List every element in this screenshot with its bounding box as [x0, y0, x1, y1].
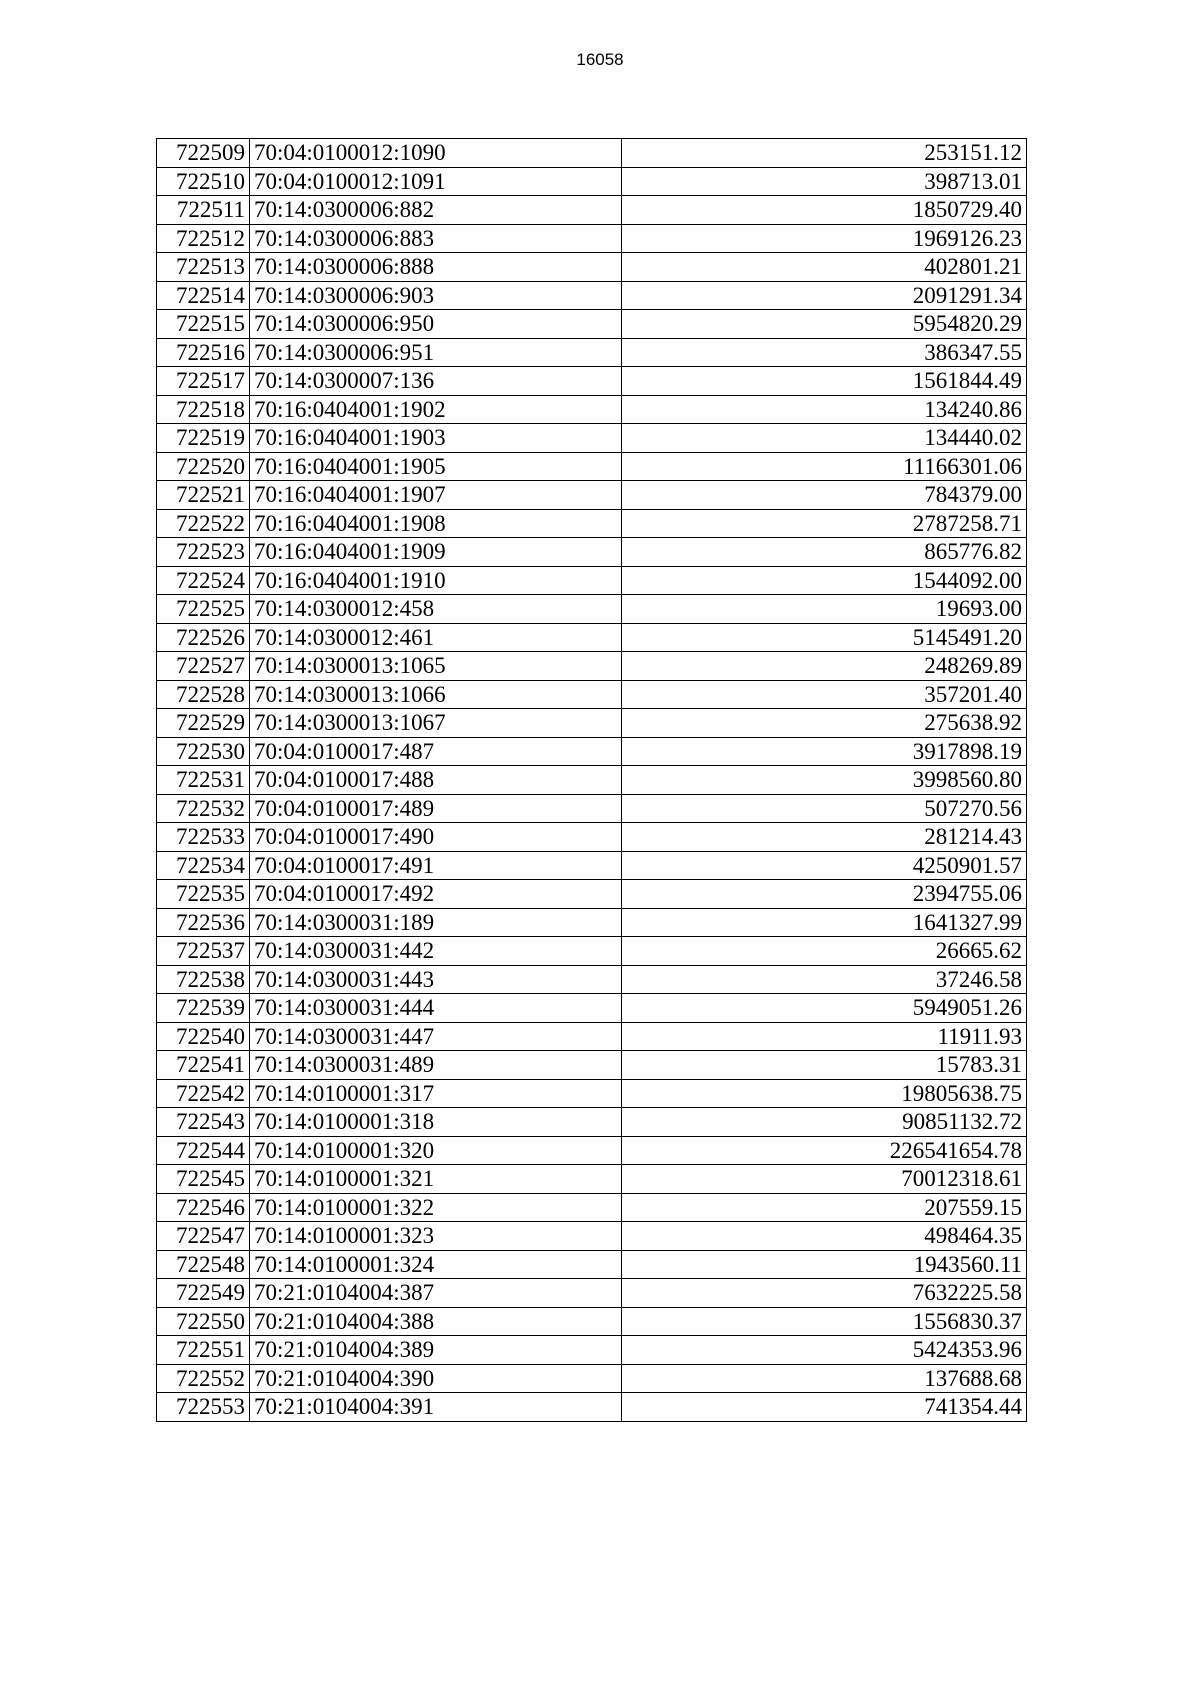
table-row	[157, 281, 1027, 310]
row-number-cell: 722509	[157, 139, 250, 168]
cadastral-number-cell: 70:14:0300031:189	[250, 908, 622, 937]
row-number-cell: 722547	[157, 1222, 250, 1251]
cadastral-number-cell: 70:14:0100001:323	[250, 1222, 622, 1251]
cadastral-number-cell: 70:16:0404001:1907	[250, 481, 622, 510]
table-row	[157, 1165, 1027, 1194]
cadastral-number-cell: 70:14:0300012:461	[250, 623, 622, 652]
table-row	[157, 1108, 1027, 1137]
cadastral-value-cell: 1850729.40	[622, 196, 1027, 225]
cadastral-value-cell: 26665.62	[622, 937, 1027, 966]
cadastral-value-cell: 19805638.75	[622, 1079, 1027, 1108]
table-row	[157, 994, 1027, 1023]
cadastral-number-cell: 70:14:0100001:320	[250, 1136, 622, 1165]
row-number-cell: 722552	[157, 1364, 250, 1393]
table-row	[157, 224, 1027, 253]
row-number-cell: 722512	[157, 224, 250, 253]
table-row	[157, 794, 1027, 823]
table-row	[157, 1193, 1027, 1222]
table-row	[157, 538, 1027, 567]
table-row	[157, 338, 1027, 367]
table-row	[157, 1250, 1027, 1279]
cadastral-value-cell: 3917898.19	[622, 737, 1027, 766]
table-row	[157, 766, 1027, 795]
table-row	[157, 1364, 1027, 1393]
table-row	[157, 595, 1027, 624]
row-number-cell: 722520	[157, 452, 250, 481]
table-row	[157, 880, 1027, 909]
cadastral-value-cell: 134440.02	[622, 424, 1027, 453]
table-row	[157, 1051, 1027, 1080]
table-row	[157, 139, 1027, 168]
cadastral-number-cell: 70:14:0300031:444	[250, 994, 622, 1023]
cadastral-number-cell: 70:04:0100017:489	[250, 794, 622, 823]
table-row	[157, 424, 1027, 453]
row-number-cell: 722539	[157, 994, 250, 1023]
cadastral-value-cell: 784379.00	[622, 481, 1027, 510]
row-number-cell: 722549	[157, 1279, 250, 1308]
row-number-cell: 722523	[157, 538, 250, 567]
cadastral-number-cell: 70:04:0100012:1091	[250, 167, 622, 196]
table-row	[157, 623, 1027, 652]
row-number-cell: 722536	[157, 908, 250, 937]
row-number-cell: 722543	[157, 1108, 250, 1137]
cadastral-number-cell: 70:04:0100017:491	[250, 851, 622, 880]
row-number-cell: 722521	[157, 481, 250, 510]
cadastral-value-cell: 4250901.57	[622, 851, 1027, 880]
table-row	[157, 1336, 1027, 1365]
row-number-cell: 722516	[157, 338, 250, 367]
cadastral-number-cell: 70:14:0100001:318	[250, 1108, 622, 1137]
table-row	[157, 1022, 1027, 1051]
cadastral-value-table	[156, 138, 1027, 1422]
cadastral-number-cell: 70:21:0104004:388	[250, 1307, 622, 1336]
cadastral-value-cell: 5145491.20	[622, 623, 1027, 652]
row-number-cell: 722515	[157, 310, 250, 339]
cadastral-value-cell: 253151.12	[622, 139, 1027, 168]
row-number-cell: 722550	[157, 1307, 250, 1336]
row-number-cell: 722535	[157, 880, 250, 909]
row-number-cell: 722537	[157, 937, 250, 966]
row-number-cell: 722526	[157, 623, 250, 652]
table-row	[157, 1307, 1027, 1336]
row-number-cell: 722522	[157, 509, 250, 538]
cadastral-number-cell: 70:14:0300006:950	[250, 310, 622, 339]
cadastral-value-cell: 70012318.61	[622, 1165, 1027, 1194]
table-row	[157, 253, 1027, 282]
table-row	[157, 937, 1027, 966]
cadastral-number-cell: 70:14:0300031:489	[250, 1051, 622, 1080]
table-row	[157, 709, 1027, 738]
cadastral-value-cell: 134240.86	[622, 395, 1027, 424]
cadastral-value-cell: 207559.15	[622, 1193, 1027, 1222]
cadastral-value-cell: 2091291.34	[622, 281, 1027, 310]
cadastral-value-cell: 357201.40	[622, 680, 1027, 709]
cadastral-value-cell: 2394755.06	[622, 880, 1027, 909]
row-number-cell: 722519	[157, 424, 250, 453]
row-number-cell: 722540	[157, 1022, 250, 1051]
table-row	[157, 566, 1027, 595]
row-number-cell: 722529	[157, 709, 250, 738]
row-number-cell: 722511	[157, 196, 250, 225]
row-number-cell: 722514	[157, 281, 250, 310]
table-row	[157, 1393, 1027, 1422]
row-number-cell: 722527	[157, 652, 250, 681]
cadastral-number-cell: 70:16:0404001:1902	[250, 395, 622, 424]
cadastral-number-cell: 70:04:0100017:488	[250, 766, 622, 795]
cadastral-value-cell: 5949051.26	[622, 994, 1027, 1023]
cadastral-value-cell: 507270.56	[622, 794, 1027, 823]
table-row	[157, 823, 1027, 852]
cadastral-number-cell: 70:16:0404001:1909	[250, 538, 622, 567]
table-row	[157, 851, 1027, 880]
cadastral-number-cell: 70:14:0100001:317	[250, 1079, 622, 1108]
cadastral-number-cell: 70:14:0100001:322	[250, 1193, 622, 1222]
table-row	[157, 737, 1027, 766]
row-number-cell: 722528	[157, 680, 250, 709]
cadastral-number-cell: 70:21:0104004:389	[250, 1336, 622, 1365]
cadastral-number-cell: 70:21:0104004:387	[250, 1279, 622, 1308]
table-row	[157, 680, 1027, 709]
table-row	[157, 1079, 1027, 1108]
row-number-cell: 722532	[157, 794, 250, 823]
cadastral-value-cell: 11166301.06	[622, 452, 1027, 481]
row-number-cell: 722548	[157, 1250, 250, 1279]
row-number-cell: 722534	[157, 851, 250, 880]
row-number-cell: 722531	[157, 766, 250, 795]
cadastral-number-cell: 70:14:0300013:1066	[250, 680, 622, 709]
row-number-cell: 722551	[157, 1336, 250, 1365]
cadastral-value-cell: 37246.58	[622, 965, 1027, 994]
cadastral-number-cell: 70:14:0100001:324	[250, 1250, 622, 1279]
row-number-cell: 722513	[157, 253, 250, 282]
cadastral-value-cell: 15783.31	[622, 1051, 1027, 1080]
cadastral-number-cell: 70:14:0100001:321	[250, 1165, 622, 1194]
cadastral-number-cell: 70:04:0100017:490	[250, 823, 622, 852]
cadastral-value-cell: 498464.35	[622, 1222, 1027, 1251]
row-number-cell: 722518	[157, 395, 250, 424]
cadastral-number-cell: 70:14:0300031:442	[250, 937, 622, 966]
row-number-cell: 722517	[157, 367, 250, 396]
cadastral-number-cell: 70:04:0100012:1090	[250, 139, 622, 168]
cadastral-value-cell: 137688.68	[622, 1364, 1027, 1393]
table-row	[157, 965, 1027, 994]
table-row	[157, 652, 1027, 681]
row-number-cell: 722544	[157, 1136, 250, 1165]
cadastral-value-cell: 1641327.99	[622, 908, 1027, 937]
cadastral-number-cell: 70:16:0404001:1910	[250, 566, 622, 595]
cadastral-value-cell: 3998560.80	[622, 766, 1027, 795]
row-number-cell: 722553	[157, 1393, 250, 1422]
cadastral-number-cell: 70:04:0100017:487	[250, 737, 622, 766]
table-row	[157, 367, 1027, 396]
cadastral-value-cell: 281214.43	[622, 823, 1027, 852]
row-number-cell: 722533	[157, 823, 250, 852]
cadastral-value-cell: 1556830.37	[622, 1307, 1027, 1336]
cadastral-value-cell: 741354.44	[622, 1393, 1027, 1422]
cadastral-value-cell: 402801.21	[622, 253, 1027, 282]
row-number-cell: 722538	[157, 965, 250, 994]
cadastral-number-cell: 70:14:0300007:136	[250, 367, 622, 396]
cadastral-number-cell: 70:14:0300013:1065	[250, 652, 622, 681]
cadastral-number-cell: 70:21:0104004:391	[250, 1393, 622, 1422]
table-row	[157, 481, 1027, 510]
cadastral-number-cell: 70:16:0404001:1905	[250, 452, 622, 481]
cadastral-value-cell: 2787258.71	[622, 509, 1027, 538]
row-number-cell: 722510	[157, 167, 250, 196]
page-number: 16058	[576, 50, 624, 69]
table-row	[157, 509, 1027, 538]
table-body	[157, 139, 1027, 1422]
cadastral-value-cell: 248269.89	[622, 652, 1027, 681]
table-row	[157, 167, 1027, 196]
cadastral-number-cell: 70:14:0300031:443	[250, 965, 622, 994]
table-row	[157, 1222, 1027, 1251]
table-row	[157, 1136, 1027, 1165]
cadastral-number-cell: 70:16:0404001:1903	[250, 424, 622, 453]
row-number-cell: 722546	[157, 1193, 250, 1222]
cadastral-number-cell: 70:04:0100017:492	[250, 880, 622, 909]
cadastral-number-cell: 70:21:0104004:390	[250, 1364, 622, 1393]
row-number-cell: 722525	[157, 595, 250, 624]
cadastral-number-cell: 70:14:0300012:458	[250, 595, 622, 624]
cadastral-number-cell: 70:14:0300006:882	[250, 196, 622, 225]
cadastral-value-cell: 275638.92	[622, 709, 1027, 738]
cadastral-number-cell: 70:14:0300006:883	[250, 224, 622, 253]
row-number-cell: 722524	[157, 566, 250, 595]
table-row	[157, 452, 1027, 481]
cadastral-value-cell: 1943560.11	[622, 1250, 1027, 1279]
cadastral-value-cell: 19693.00	[622, 595, 1027, 624]
cadastral-number-cell: 70:14:0300006:951	[250, 338, 622, 367]
table-row	[157, 310, 1027, 339]
cadastral-value-cell: 226541654.78	[622, 1136, 1027, 1165]
cadastral-value-cell: 1544092.00	[622, 566, 1027, 595]
cadastral-value-cell: 865776.82	[622, 538, 1027, 567]
row-number-cell: 722542	[157, 1079, 250, 1108]
cadastral-value-cell: 1561844.49	[622, 367, 1027, 396]
cadastral-value-cell: 5954820.29	[622, 310, 1027, 339]
cadastral-number-cell: 70:14:0300006:903	[250, 281, 622, 310]
cadastral-value-cell: 5424353.96	[622, 1336, 1027, 1365]
table-row	[157, 395, 1027, 424]
cadastral-number-cell: 70:14:0300013:1067	[250, 709, 622, 738]
table-row	[157, 908, 1027, 937]
cadastral-value-cell: 386347.55	[622, 338, 1027, 367]
row-number-cell: 722545	[157, 1165, 250, 1194]
cadastral-value-cell: 1969126.23	[622, 224, 1027, 253]
table-row	[157, 1279, 1027, 1308]
cadastral-value-cell: 7632225.58	[622, 1279, 1027, 1308]
cadastral-number-cell: 70:14:0300031:447	[250, 1022, 622, 1051]
cadastral-value-cell: 398713.01	[622, 167, 1027, 196]
row-number-cell: 722530	[157, 737, 250, 766]
cadastral-number-cell: 70:16:0404001:1908	[250, 509, 622, 538]
cadastral-value-cell: 90851132.72	[622, 1108, 1027, 1137]
table-row	[157, 196, 1027, 225]
row-number-cell: 722541	[157, 1051, 250, 1080]
cadastral-value-cell: 11911.93	[622, 1022, 1027, 1051]
cadastral-number-cell: 70:14:0300006:888	[250, 253, 622, 282]
